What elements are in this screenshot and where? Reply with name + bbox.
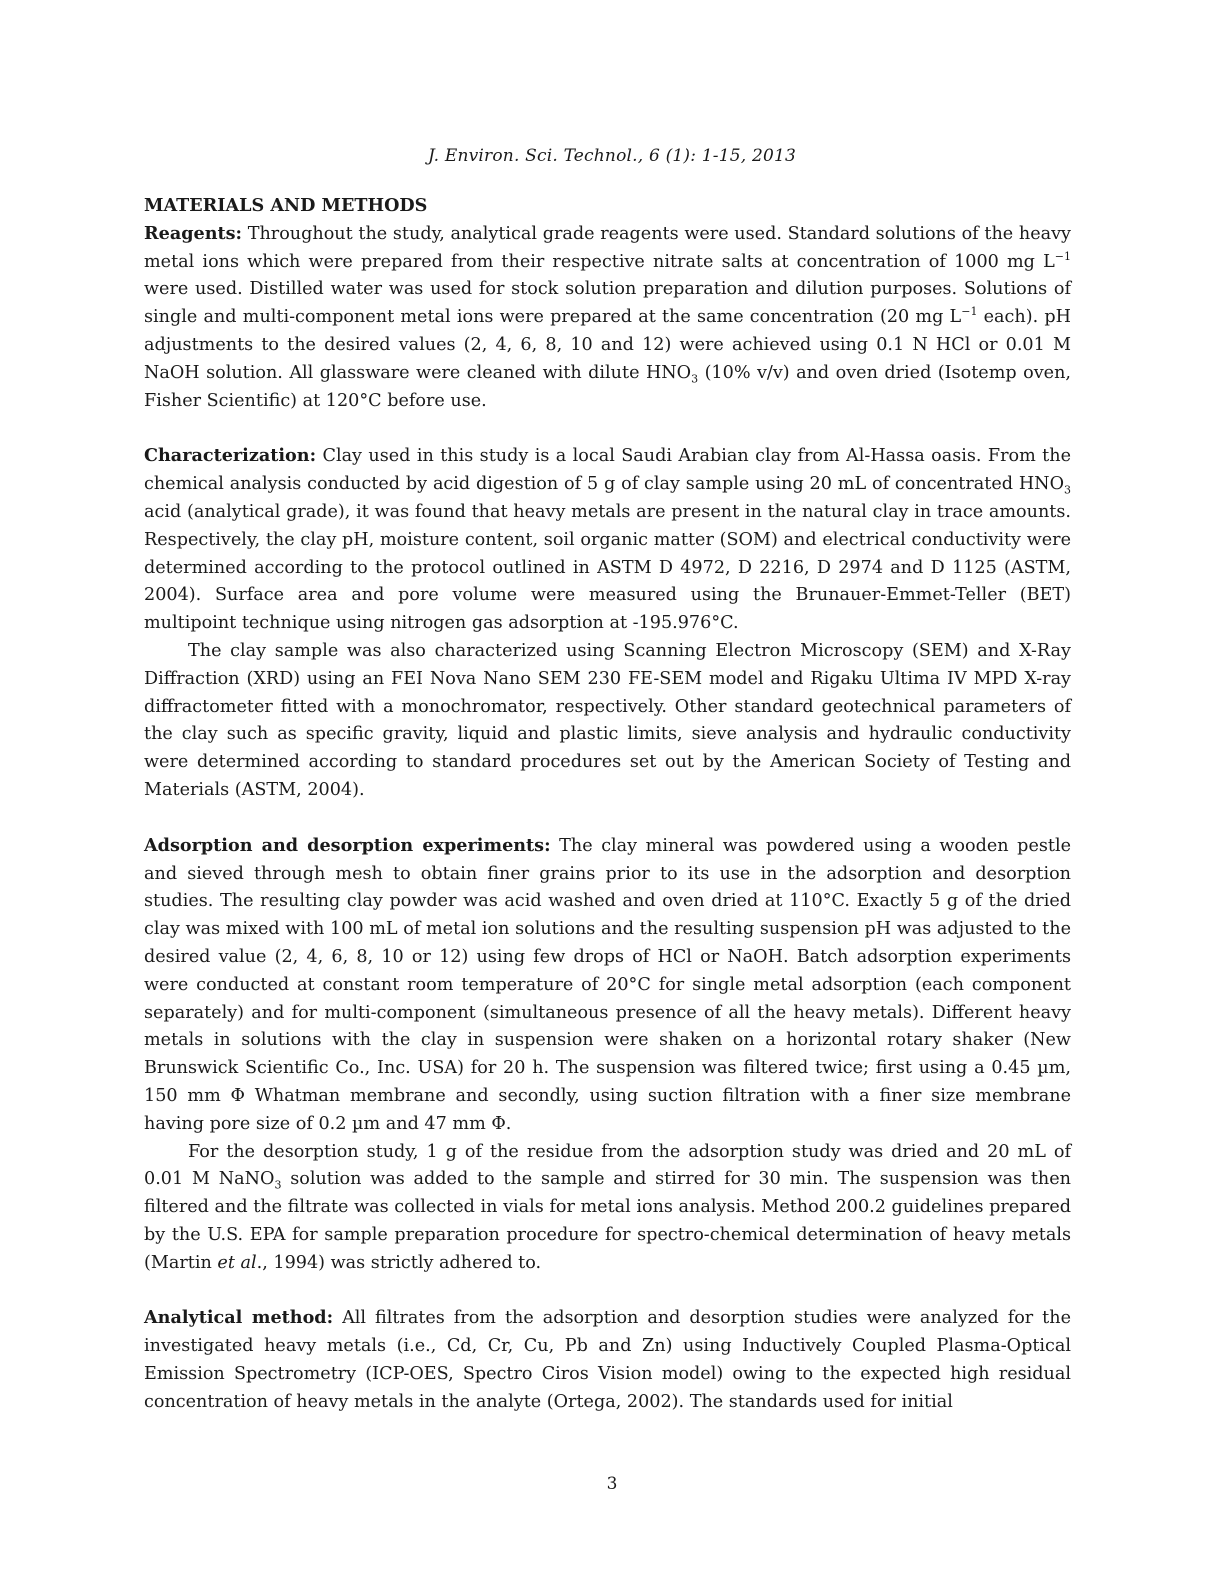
characterization-subscript: 3 — [1064, 483, 1071, 497]
desorption-paragraph — [144, 1139, 1071, 1278]
reagents-superscript-2: −1 — [961, 305, 978, 319]
analytical-text-1: All filtrates from the adsorption and desorption studies were analyzed for the investigated heavy metals (i.e., Cd, Cr, Cu, Pb and Zn) using Inductively Coupled Plasma-Optical Emission Spectrometry (ICP-OES, Spectro Ciros Vision model) owing to the expected high residual concentration of heavy metals in the analyte (Ortega, 2002). The standards used for initial — [144, 1308, 1071, 1412]
reagents-text-3: each). pH adjustments to the desired values (2, 4, 6, 8, 10 and 12) were achieved using 0.1 N HCl or 0.01 M NaOH solution. All glassware were cleaned with dilute HNO — [144, 307, 1071, 383]
reagents-text-4: (10% v/v) and oven dried (Isotemp oven, Fisher Scientific) at 120°C before use. — [144, 362, 1071, 411]
characterization-heading: Characterization: — [144, 445, 317, 467]
desorption-text-2: solution was added to the sample and stirred for 30 min. The suspension was then filtered and the filtrate was collected in vials for metal ions analysis. Method 200.2 guidelines prepared by the U.S. EPA for sample preparation procedure for spectro-chemical determination of heavy metals (Martin — [144, 1169, 1072, 1273]
analytical-heading: Analytical method: — [144, 1307, 334, 1329]
adsorption-paragraph — [144, 832, 1071, 1139]
reagents-text-1: Throughout the study, analytical grade reagents were used. Standard solutions of the heavy metal ions which were prepared from their respective nitrate salts at concentration of 1000 mg L — [144, 223, 1071, 272]
desorption-italic: et al — [217, 1252, 257, 1273]
characterization-paragraph-2: The clay sample was also characterized using Scanning Electron Microscopy (SEM) and X-Ray Diffraction (XRD) using an FEI Nova Nano SEM 230 FE-SEM model and Rigaku Ultima IV MPD X-ray diffractometer fitted with a monochromator, respectively. Other standard geotechnical parameters of the clay such as specific gravity, liquid and plastic limits, sieve analysis and hydraulic conductivity were determined according to standard procedures set out by the American Society of Testing and Materials (ASTM, 2004). — [144, 640, 1071, 800]
section-title: MATERIALS AND METHODS — [144, 195, 428, 216]
characterization-paragraph — [144, 442, 1071, 638]
desorption-subscript: 3 — [274, 1178, 282, 1192]
analytical-paragraph — [144, 1304, 1071, 1416]
reagents-superscript-1: −1 — [1054, 249, 1071, 263]
adsorption-heading: Adsorption and desorption experiments: — [144, 834, 551, 856]
reagents-subscript: 3 — [691, 372, 699, 386]
page-number: 3 — [606, 1474, 618, 1494]
desorption-text-1: For the desorption study, 1 g of the residue from the adsorption study was dried and 20 mL of 0.01 M NaNO — [144, 1141, 1071, 1190]
characterization-text-1: Clay used in this study is a local Saudi Arabian clay from Al-Hassa oasis. From the chemical analysis conducted by acid digestion of 5 g of clay sample using 20 mL of concentrated HNO — [144, 446, 1071, 495]
characterization-text-2: acid (analytical grade), it was found that heavy metals are present in the natural clay in trace amounts. Respectively, the clay pH, moisture content, soil organic matter (SOM) and electrical conductivity were determined according to the protocol outlined in ASTM D 4972, D 2216, D 2974 and D 1125 (ASTM, 2004). Surface area and pore volume were measured using the Brunauer-Emmet-Teller (BET) multipoint technique using nitrogen gas adsorption at -195.976°C. — [144, 501, 1071, 634]
page-body — [144, 192, 1071, 1417]
reagents-paragraph — [144, 220, 1071, 416]
running-head: J. Environ. Sci. Technol., 6 (1): 1-15, 2013 — [427, 146, 797, 166]
adsorption-text-1: The clay mineral was powdered using a wooden pestle and sieved through mesh to obtain finer grains prior to its use in the adsorption and desorption studies. The resulting clay powder was acid washed and oven dried at 110°C. Exactly 5 g of the dried clay was mixed with 100 mL of metal ion solutions and the resulting suspension pH was adjusted to the desired value (2, 4, 6, 8, 10 or 12) using few drops of HCl or NaOH. Batch adsorption experiments were conducted at constant room temperature of 20°C for single metal adsorption (each component separately) and for multi-component (simultaneous presence of all the heavy metals). Different heavy metals in solutions with the clay in suspension were shaken on a horizontal rotary shaker (New Brunswick Scientific Co., Inc. USA) for 20 h. The suspension was filtered twice; first using a 0.45 µm, 150 mm Φ Whatman membrane and secondly, using suction filtration with a finer size membrane having pore size of 0.2 µm and 47 mm Φ. — [144, 835, 1071, 1134]
reagents-heading: Reagents: — [144, 222, 243, 244]
desorption-text-3: ., 1994) was strictly adhered to. — [256, 1252, 542, 1273]
reagents-text-2: were used. Distilled water was used for stock solution preparation and dilution purposes. Solutions of single and multi-component metal ions were prepared at the same concentration (20 mg L — [144, 279, 1071, 328]
